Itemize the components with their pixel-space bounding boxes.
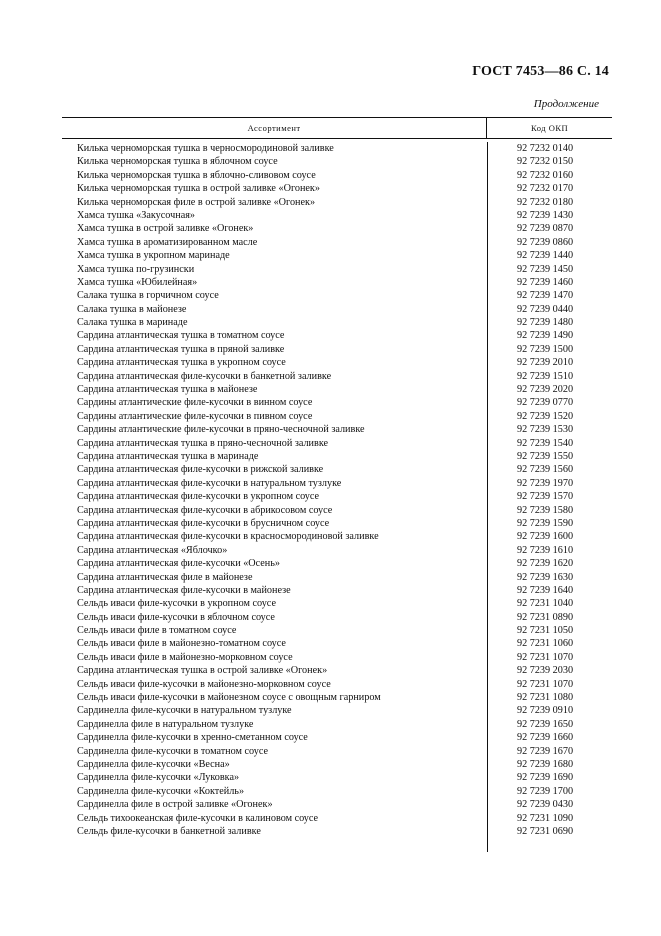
- okp-code-cell: 92 7239 0860: [517, 236, 574, 248]
- table-row: [62, 704, 612, 717]
- product-name-cell: Сардина атлантическая филе-кусочки в красносмородиновой заливке: [77, 531, 379, 543]
- product-name-cell: Сельдь иваси филе в майонезно-морковном соусе: [77, 651, 293, 663]
- okp-code-cell: 92 7231 1070: [517, 651, 574, 663]
- table-row: [62, 597, 612, 610]
- okp-code-cell: 92 7239 2010: [517, 357, 574, 369]
- table-row: [62, 316, 612, 329]
- okp-code-cell: 92 7239 0430: [517, 799, 574, 811]
- table-row: [62, 477, 612, 490]
- product-name-cell: Сардина атлантическая тушка в пряно-чесночной заливке: [77, 437, 329, 449]
- okp-code-cell: 92 7239 1670: [517, 745, 574, 757]
- product-name-cell: Сардина атлантическая филе-кусочки в майонезе: [77, 584, 291, 596]
- okp-code-cell: 92 7239 1500: [517, 343, 574, 355]
- okp-code-cell: 92 7239 1970: [517, 477, 574, 489]
- table-row: [62, 651, 612, 664]
- table-row: [62, 329, 612, 342]
- table-row: [62, 664, 612, 677]
- okp-code-cell: 92 7239 1480: [517, 317, 574, 329]
- product-name-cell: Хамса тушка «Закусочная»: [77, 209, 196, 221]
- product-name-cell: Сельдь иваси филе-кусочки в майонезно-морковном соусе: [77, 678, 331, 690]
- product-name-cell: Салака тушка в майонезе: [77, 303, 187, 315]
- okp-code-cell: 92 7232 0180: [517, 196, 574, 208]
- assortment-table: [62, 117, 612, 838]
- table-row: [62, 571, 612, 584]
- okp-code-cell: 92 7239 1530: [517, 424, 574, 436]
- table-row: [62, 745, 612, 758]
- product-name-cell: Сардинелла филе-кусочки в натуральном тузлуке: [77, 705, 292, 717]
- product-name-cell: Сельдь иваси филе-кусочки в укропном соусе: [77, 598, 276, 610]
- product-name-cell: Сардина атлантическая тушка в маринаде: [77, 450, 259, 462]
- okp-code-cell: 92 7239 1600: [517, 531, 574, 543]
- product-name-cell: Сардинелла филе-кусочки «Весна»: [77, 758, 230, 770]
- table-row: [62, 370, 612, 383]
- column-header-assortment: Ассортимент: [247, 123, 301, 133]
- okp-code-cell: 92 7239 0910: [517, 705, 574, 717]
- okp-code-cell: 92 7239 1660: [517, 732, 574, 744]
- okp-code-cell: 92 7239 1690: [517, 772, 574, 784]
- table-row: [62, 437, 612, 450]
- okp-code-cell: 92 7239 1700: [517, 785, 574, 797]
- table-row: [62, 289, 612, 302]
- table-row: [62, 196, 612, 209]
- okp-code-cell: 92 7239 1650: [517, 718, 574, 730]
- table-row: [62, 222, 612, 235]
- page-header: ГОСТ 7453—86 С. 14: [472, 64, 609, 79]
- product-name-cell: Хамса тушка в острой заливке «Огонек»: [77, 223, 254, 235]
- table-row: [62, 584, 612, 597]
- table-row: [62, 611, 612, 624]
- okp-code-cell: 92 7239 1550: [517, 450, 574, 462]
- product-name-cell: Килька черноморская тушка в острой заливке «Огонек»: [77, 183, 320, 195]
- okp-code-cell: 92 7231 1080: [517, 692, 574, 704]
- table-row: [62, 463, 612, 476]
- table-row: [62, 798, 612, 811]
- okp-code-cell: 92 7239 1430: [517, 209, 574, 221]
- table-row: [62, 718, 612, 731]
- okp-code-cell: 92 7239 1520: [517, 410, 574, 422]
- table-row: [62, 637, 612, 650]
- column-header-okp-code: Код ОКП: [486, 118, 612, 138]
- table-row: [62, 155, 612, 168]
- table-body: [62, 142, 612, 838]
- table-row: [62, 731, 612, 744]
- product-name-cell: Сардины атлантические филе-кусочки в пивном соусе: [77, 410, 313, 422]
- table-row: [62, 249, 612, 262]
- product-name-cell: Сардина атлантическая тушка в майонезе: [77, 384, 258, 396]
- table-row: [62, 758, 612, 771]
- okp-code-cell: 92 7239 1590: [517, 517, 574, 529]
- okp-code-cell: 92 7239 1540: [517, 437, 574, 449]
- okp-code-cell: 92 7239 1560: [517, 464, 574, 476]
- table-row: [62, 517, 612, 530]
- table-header: [62, 117, 612, 139]
- table-row: [62, 356, 612, 369]
- product-name-cell: Сардина атлантическая тушка в укропном соусе: [77, 357, 286, 369]
- okp-code-cell: 92 7231 0890: [517, 611, 574, 623]
- table-row: [62, 544, 612, 557]
- okp-code-cell: 92 7239 1620: [517, 558, 574, 570]
- okp-code-cell: 92 7231 1050: [517, 625, 574, 637]
- okp-code-cell: 92 7232 0160: [517, 169, 574, 181]
- table-row: [62, 423, 612, 436]
- product-name-cell: Хамса тушка в укропном маринаде: [77, 250, 230, 262]
- product-name-cell: Сардина атлантическая филе в майонезе: [77, 571, 253, 583]
- okp-code-cell: 92 7239 0770: [517, 397, 574, 409]
- product-name-cell: Сардина атлантическая филе-кусочки «Осень»: [77, 558, 281, 570]
- product-name-cell: Килька черноморская тушка в яблочном соусе: [77, 156, 278, 168]
- table-row: [62, 691, 612, 704]
- table-row: [62, 263, 612, 276]
- table-row: [62, 785, 612, 798]
- table-row: [62, 504, 612, 517]
- product-name-cell: Килька черноморская тушка в черносмородиновой заливке: [77, 143, 334, 154]
- product-name-cell: Сардина атлантическая филе-кусочки в натуральном тузлуке: [77, 477, 342, 489]
- product-name-cell: Сельдь иваси филе в томатном соусе: [77, 625, 237, 637]
- table-row: [62, 343, 612, 356]
- table-row: [62, 182, 612, 195]
- product-name-cell: Сардина атлантическая филе-кусочки в укропном соусе: [77, 491, 320, 503]
- okp-code-cell: 92 7232 0170: [517, 183, 574, 195]
- table-row: [62, 396, 612, 409]
- table-row: [62, 303, 612, 316]
- table-row: [62, 557, 612, 570]
- okp-code-cell: 92 7231 1060: [517, 638, 574, 650]
- product-name-cell: Сельдь тихоокеанская филе-кусочки в калиновом соусе: [77, 812, 319, 824]
- okp-code-cell: 92 7231 1070: [517, 678, 574, 690]
- table-row: [62, 771, 612, 784]
- table-row: [62, 490, 612, 503]
- product-name-cell: Сельдь иваси филе в майонезно-томатном соусе: [77, 638, 286, 650]
- okp-code-cell: 92 7239 1610: [517, 544, 574, 556]
- product-name-cell: Сардинелла филе-кусочки «Луковка»: [77, 772, 240, 784]
- product-name-cell: Сардина атлантическая филе-кусочки в брусничном соусе: [77, 517, 330, 529]
- okp-code-cell: 92 7239 1470: [517, 290, 574, 302]
- product-name-cell: Сардина атлантическая тушка в томатном соусе: [77, 330, 285, 342]
- table-row: [62, 276, 612, 289]
- okp-code-cell: 92 7239 1630: [517, 571, 574, 583]
- okp-code-cell: 92 7231 1040: [517, 598, 574, 610]
- product-name-cell: Килька черноморская филе в острой заливке «Огонек»: [77, 196, 316, 208]
- okp-code-cell: 92 7232 0150: [517, 156, 574, 168]
- product-name-cell: Салака тушка в горчичном соусе: [77, 290, 219, 302]
- product-name-cell: Сардинелла филе-кусочки в хренно-сметанном соусе: [77, 732, 308, 744]
- table-row: [62, 169, 612, 182]
- product-name-cell: Сардина атлантическая филе-кусочки в рижской заливке: [77, 464, 324, 476]
- product-name-cell: Сардинелла филе-кусочки в томатном соусе: [77, 745, 268, 757]
- table-row: [62, 410, 612, 423]
- okp-code-cell: 92 7239 1440: [517, 250, 574, 262]
- okp-code-cell: 92 7239 2020: [517, 384, 574, 396]
- product-name-cell: Сардинелла филе в натуральном тузлуке: [77, 718, 254, 730]
- product-name-cell: Сардина атлантическая тушка в острой заливке «Огонек»: [77, 665, 328, 677]
- table-row: [62, 624, 612, 637]
- okp-code-cell: 92 7239 1640: [517, 584, 574, 596]
- product-name-cell: Сардина атлантическая «Яблочко»: [77, 544, 228, 556]
- product-name-cell: Сардина атлантическая филе-кусочки в абрикосовом соусе: [77, 504, 333, 516]
- okp-code-cell: 92 7239 1510: [517, 370, 574, 382]
- okp-code-cell: 92 7239 1450: [517, 263, 574, 275]
- product-name-cell: Хамса тушка в ароматизированном масле: [77, 236, 258, 248]
- product-name-cell: Сардинелла филе-кусочки «Коктейль»: [77, 785, 245, 797]
- okp-code-cell: 92 7239 1680: [517, 758, 574, 770]
- okp-code-cell: 92 7239 0440: [517, 303, 574, 315]
- product-name-cell: Сардинелла филе в острой заливке «Огонек»: [77, 799, 273, 811]
- okp-code-cell: 92 7239 0870: [517, 223, 574, 235]
- table-row: [62, 209, 612, 222]
- product-name-cell: Сардина атлантическая тушка в пряной заливке: [77, 343, 285, 355]
- continuation-label: Продолжение: [533, 98, 599, 110]
- product-name-cell: Килька черноморская тушка в яблочно-сливовом соусе: [77, 169, 316, 181]
- okp-code-cell: 92 7239 1460: [517, 276, 574, 288]
- product-name-cell: Сардины атлантические филе-кусочки в винном соусе: [77, 397, 313, 409]
- product-name-cell: Хамса тушка по-грузински: [77, 263, 195, 275]
- okp-code-cell: 92 7239 1580: [517, 504, 574, 516]
- table-row: [62, 678, 612, 691]
- product-name-cell: Сельдь иваси филе-кусочки в майонезном соусе с овощным гарниром: [77, 692, 381, 704]
- table-row: [62, 812, 612, 825]
- table-row: [62, 383, 612, 396]
- table-row: [62, 530, 612, 543]
- table-row: [62, 825, 612, 838]
- product-name-cell: Сардина атлантическая филе-кусочки в банкетной заливке: [77, 370, 332, 382]
- product-name-cell: Хамса тушка «Юбилейная»: [77, 276, 198, 288]
- okp-code-cell: 92 7239 1490: [517, 330, 574, 342]
- okp-code-cell: 92 7231 0690: [517, 825, 574, 837]
- table-row: [62, 142, 612, 155]
- table-row: [62, 450, 612, 463]
- okp-code-cell: 92 7239 1570: [517, 491, 574, 503]
- okp-code-cell: 92 7239 2030: [517, 665, 574, 677]
- okp-code-cell: 92 7232 0140: [517, 143, 574, 154]
- table-row: [62, 236, 612, 249]
- okp-code-cell: 92 7231 1090: [517, 812, 574, 824]
- product-name-cell: Сельдь филе-кусочки в банкетной заливке: [77, 825, 261, 837]
- product-name-cell: Сардины атлантические филе-кусочки в пряно-чесночной заливке: [77, 424, 365, 436]
- product-name-cell: Салака тушка в маринаде: [77, 317, 188, 329]
- product-name-cell: Сельдь иваси филе-кусочки в яблочном соусе: [77, 611, 275, 623]
